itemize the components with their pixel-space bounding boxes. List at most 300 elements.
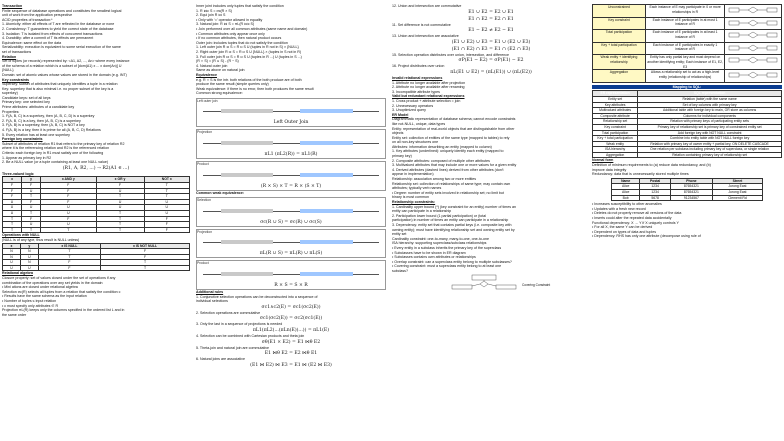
text-line: • Join performed over all common attributes (same name and domain) <box>196 26 308 31</box>
panel-caption: πL(R ∪ S) = πL(R) ∪ πL(S) <box>259 251 323 257</box>
table-cell: T <box>3 227 22 233</box>
table-cell: ISA hierarchy <box>593 147 638 153</box>
text-line: 1. Key attributes (underlined): uniquely identify each entity (mapped to <box>392 149 504 154</box>
text-line: participation) in number of times an entity can participate in a relationship <box>392 218 509 223</box>
table-cell: 91234567 <box>670 195 712 201</box>
constraint-description: Each instance of E participates in at most 1 instance of R <box>645 17 724 30</box>
relalg-heading: Relational algebra <box>2 271 33 276</box>
text-line: • Subclasses contains own attributes or relationships <box>392 255 476 260</box>
text-line: 1. Attribute no longer available after projection <box>392 80 466 85</box>
text-line: entity set <box>392 232 407 237</box>
text-line: Entity: representation of real-world objects that are distinguishable from other <box>392 126 515 131</box>
mapping-table <box>592 90 782 158</box>
constraint-diagram <box>725 30 782 43</box>
text-line: set of transactions <box>2 49 32 54</box>
rule-line: 4. Selection can be combined with Cartesian products and theta join <box>196 334 305 338</box>
table-cell: F <box>96 182 144 188</box>
valid-heading: Valid but redundant relational expressions <box>392 94 465 99</box>
rule-formula: (E1 ∩ E2) ∩ E3 = E1 ∩ (E2 ∩ E3) <box>451 46 531 52</box>
table-cell: U <box>22 205 41 211</box>
table-cell: N <box>3 249 21 255</box>
table-cell: Clementi Rd <box>712 195 762 201</box>
equivalence-panel <box>196 129 386 159</box>
redundancy-table <box>611 178 763 201</box>
table-row <box>593 124 782 130</box>
text-line: Relationship: association among two or more entities <box>392 177 477 182</box>
text-line: 4. Derived attributes (dashed lines) derived from other attributes (don't <box>392 167 504 172</box>
text-line: Selection σc(R) selects all tuples from a relation that satisfy the condition c <box>2 289 121 294</box>
text-line: 2. Consistency: T guarantees to yield the correct state of the database <box>2 26 114 31</box>
text-line: Projection πL(R) keeps only the columns specified in the ordered list L and in <box>2 308 125 313</box>
foreign-lines <box>2 142 190 165</box>
text-line: 1. Atomicity: either all effects of T are reflected in the database or none <box>2 22 115 27</box>
normal-form-lines <box>592 163 782 177</box>
rule-formula: πL1(πL2(...(πLn(E))...)) = πL1(E) <box>252 328 330 333</box>
text-line: 2. Unnecessary operators <box>392 103 434 108</box>
rule-formula: σc1(σc2(E)) = σc2(σc1(E)) <box>259 316 323 322</box>
text-line: 2. F(A, B, C) is a key, then (A, B, C) is a superkey <box>2 118 81 123</box>
table-cell: Jurong East <box>712 184 762 190</box>
text-line: • Deletes do not properly remove all versions of the data <box>592 211 682 216</box>
text-line: 4. Natural outer join <box>196 63 228 68</box>
text-line: like not-NULL, unique, data types <box>392 121 446 126</box>
text-line: ISA hierarchy: supporting superclass/subclass relationships <box>392 241 487 246</box>
table-cell: Key constraint <box>593 124 638 130</box>
text-line: 1. R ⋈c S = σc(R × S) <box>196 8 232 13</box>
text-line: • Degree: number of entity sets involved in relationship set; no limit but <box>392 190 504 195</box>
text-line: • Mini ations are closed under relational algebra <box>2 285 78 290</box>
table-cell: One relation per subclass including primary key of superclass, or single relation <box>638 147 782 153</box>
text-line: 1. Cross product + attribute selection = join <box>392 98 461 103</box>
text-line: • Common attributes only appear once only <box>196 31 265 36</box>
table-cell: U <box>20 265 38 271</box>
text-line: • Inserts could alter the repeated data accidentally <box>592 216 672 220</box>
rule-line: 11. Set difference is not commutative <box>392 22 451 27</box>
equivalence-panel <box>196 260 386 290</box>
null-table <box>2 243 190 272</box>
text-line: • Only with ‘=’ operator allowed in equality <box>196 17 263 22</box>
text-line: 4. F(A, B) is a key, then it is prime for all (A, B, C, D) Relations <box>2 128 101 133</box>
table-cell: U <box>144 199 189 205</box>
text-line: Definition of minimum requirements to (a) reduce data redundancy, and (b) <box>592 163 711 168</box>
table-header-cell: y <box>22 177 41 183</box>
table-cell: T <box>96 227 144 233</box>
rule-line: individual selections <box>196 299 228 304</box>
table-cell: F <box>3 182 22 188</box>
text-line: • Subclasses have to be shown in ER diagram <box>392 250 466 255</box>
table-cell: Additional table with foreign key to main, OR store as columns <box>638 108 782 114</box>
text-line: 1. Left outer join R ⟕ S = R ⋈ S U (tuples in R not in S) × {NULL} <box>196 45 299 50</box>
table-cell: Relation with primary key of owner entity + partial key, ON DELETE CASCADE <box>638 141 782 147</box>
text-line: 1. F(A, B, C) is a superkey, then (A, B, C, D) is a superkey <box>2 114 95 119</box>
table-cell: T <box>144 182 189 188</box>
text-line: Candidate keys: set of all keys <box>2 95 51 100</box>
table-header-cell: Phone <box>670 178 712 184</box>
panel-caption: Left Outer Join <box>273 120 309 126</box>
table-cell: Add foreign key with NOT NULL constraint <box>638 130 782 136</box>
rule-formula: E1 ⋈θ E2 = E2 ⋈θ E1 <box>264 351 318 357</box>
constraint-name: Weak entity + identifying relationship <box>593 55 646 70</box>
column-3 <box>392 4 590 439</box>
valid-lines <box>392 99 590 113</box>
table-cell: Combine into entity table with NOT NULL foreign key <box>638 136 782 142</box>
text-line: • Updates with a fresh new record <box>592 206 646 211</box>
table-cell: U <box>22 222 41 228</box>
text-line: Outer join: includes tuples that do not satisfy the condition <box>196 40 288 45</box>
table-cell: Weak entity <box>593 141 638 147</box>
text-line: subclass? <box>392 268 408 273</box>
panel-caption: R × S = S × R <box>274 283 308 289</box>
table-cell: F <box>41 188 96 194</box>
table-cell: Key attributes <box>593 102 638 108</box>
table-cell: T <box>101 265 190 271</box>
constraint-name: Unconstrained <box>593 5 646 18</box>
text-line: produce the same result (simple queries only) <box>196 82 269 87</box>
constraint-description: Entity has only partial key and must depend on another identifying entity; Each instance of E1, E2, E3 <box>647 55 723 69</box>
text-line: 3. Multivalued attributes that may include one or more values for a given entity <box>392 163 517 168</box>
equivalence-lines <box>196 78 386 96</box>
table-cell: U <box>96 205 144 211</box>
text-line: combination of the operations over any set yields in the domain <box>2 280 103 285</box>
text-line: 5. Every relation has at least one superkey <box>2 132 70 137</box>
text-line: appear in implementation) <box>392 172 434 177</box>
text-line: • Number of tuples ≤ input relation <box>2 299 57 304</box>
text-line: binary is most common <box>392 195 429 200</box>
text-line: 4. Durability: after a commit of T its effects are permanent <box>2 36 94 41</box>
text-line: superkey) <box>2 91 18 96</box>
table-cell: Relationship set <box>593 119 638 125</box>
text-line: 1. Cardinality upper bound (*) (key constraint for an entity) number of times an <box>392 204 517 209</box>
table-header-cell: Name <box>612 178 640 184</box>
text-line: Functional dependency: X → Y if X uniquely controls Y <box>592 220 679 225</box>
table-row <box>593 141 782 147</box>
text-line: • Increases susceptibility to other anomalies <box>592 202 662 207</box>
table-cell: Entity set <box>593 96 638 102</box>
table-cell: U <box>41 210 96 216</box>
table-cell: F <box>101 249 190 255</box>
table-cell: T <box>3 222 22 228</box>
table-cell: F <box>3 188 22 194</box>
threevalued-table <box>2 176 190 233</box>
text-line: • Results have the same schema as the input relation <box>2 294 87 299</box>
text-line: Cardinality constraint: one-to-many, many-to-one, one-to-one <box>392 236 490 241</box>
constraint-diagram <box>725 70 782 83</box>
table-cell: T <box>96 222 144 228</box>
table-cell: 87654321 <box>670 190 712 196</box>
table-header-cell: x AND y <box>41 177 96 183</box>
table-cell: Composite attribute <box>593 113 638 119</box>
table-cell: Relation (table) with the same name <box>638 96 782 102</box>
threevalued-heading: Three-valued logic <box>2 171 34 176</box>
table-cell: U <box>96 188 144 194</box>
keys-lines <box>2 82 190 137</box>
text-line: Entity set: collection of entities of the same type (mapped to tables) to rely <box>392 135 510 140</box>
text-line: • c must specify only attributes ∈ R <box>2 303 59 308</box>
equivalence-panel <box>196 98 386 128</box>
text-line: improve data integrity <box>592 167 627 172</box>
text-line: Primary key: one selected key <box>2 100 50 105</box>
column-1 <box>2 4 190 439</box>
table-cell: F <box>144 216 189 222</box>
table-cell: T <box>3 216 22 222</box>
table-cell: T <box>144 188 189 194</box>
panel-caption: σc(R ∪ S) = σc(R) ∪ σc(S) <box>260 219 322 225</box>
table-cell: N <box>20 249 38 255</box>
rule-line: 6. Natural joins are associative <box>196 357 245 362</box>
table-header-cell: SQL representation <box>638 91 782 97</box>
inner-join-lines <box>196 4 386 73</box>
table-cell: 5678 <box>640 195 671 201</box>
text-line: Inner joint includes only tuples that satisfy the condition <box>196 4 284 8</box>
text-line: Finite sequence of database operations and constitutes the smallest logical <box>2 8 122 13</box>
equivalence-panel <box>196 161 386 191</box>
text-line: Equivalence: same effect on the data <box>2 40 62 45</box>
text-line: Serializability: execution is equivalent to some serial execution of the same <box>2 45 121 50</box>
panel-plot <box>203 235 379 249</box>
text-line: attributes; typically verb names <box>392 186 442 191</box>
table-cell: F <box>38 265 100 271</box>
table-cell: Alice <box>612 184 640 190</box>
table-cell: F <box>144 227 189 233</box>
table-cell: F <box>3 194 22 200</box>
rule-formula: πL(E1 ∪ E2) = (πL(E1)) ∪ (πL(E2)) <box>450 69 532 75</box>
table-cell: N <box>20 260 38 266</box>
text-line: 2. Right outer join R ⟖ S = R ⋈ S U {NULL} × (tuples in S not in R) <box>196 49 302 54</box>
text-line: (R ∩ S) = (R ∪ S) - (R − S) <box>196 59 239 64</box>
keys-heading: Key constraints <box>2 77 29 82</box>
table-cell: U <box>41 222 96 228</box>
text-line: 3. Dependency: entity set that contains partial keys (i.e. composite key with <box>392 222 512 227</box>
table-cell: U <box>20 254 38 260</box>
constraint-diagram <box>725 17 782 30</box>
table-row <box>612 195 763 201</box>
text-line: e.g. R ∩ S is the intr. both relations of the both produce are of both <box>196 77 302 82</box>
table-cell: Primary key of relationship set is primary key of constrained entity set <box>638 124 782 130</box>
covering-constraint-label: Covering Constraint <box>522 282 551 287</box>
table-cell: F <box>22 182 41 188</box>
equivalence-panel <box>196 197 386 227</box>
text-line: Redundancy: data that is unnecessarily stored multiple times <box>592 172 689 177</box>
table-row <box>593 108 782 114</box>
table-cell: U <box>3 260 21 266</box>
rule-formula: E1 ∪ E2 = E2 ∪ E1 <box>468 9 514 15</box>
table-cell: Total participation <box>593 130 638 136</box>
table-cell: F <box>101 254 190 260</box>
column-2 <box>196 4 386 439</box>
table-cell: F <box>22 199 41 205</box>
text-line: Subset of attributes of relation R1 that refers to the primary key of relation R2 <box>2 141 125 146</box>
text-line: of the schema of a relation which is a subset of [dom(A1) x ... x dom(An)] U <box>2 63 122 68</box>
table-header-cell: y <box>20 243 38 249</box>
text-line: 3. Natural join: R ⋈ S = πL(R ⋈c S) <box>196 22 255 27</box>
table-row <box>593 42 782 55</box>
table-cell: 1234 <box>640 190 671 196</box>
constraint-diagram <box>725 55 782 70</box>
rule-formula: (E1 ∪ E2) ∪ E3 = E1 ∪ (E2 ∪ E3) <box>451 39 531 45</box>
rule-formula: (E1 ⋈ E2) ⋈ E3 = E1 ⋈ (E2 ⋈ E3) <box>250 362 332 368</box>
text-line: objects <box>392 131 404 136</box>
constraint-description: Each instance of E participates in exactly 1 instance of R <box>645 42 724 55</box>
isa-diagram <box>392 274 590 290</box>
text-line: 2. Equi join R ⋈ S <box>196 13 226 18</box>
text-line: 3. F(A, B) is a superkey, then (A, B, C) is NOT a key <box>2 123 85 128</box>
er-constraint-table <box>592 4 782 83</box>
text-line: Key: superkey that is also minimal i.e. no proper subset of the key is a <box>2 86 114 91</box>
rule-formula: E1 − E2 ≠ E2 − E1 <box>468 28 514 34</box>
relation-lines <box>2 59 190 77</box>
normal-form-heading: Normal form <box>592 158 614 163</box>
table-header-cell: x OR y <box>96 177 144 183</box>
rule-line: 12. Union and intersection are commutative <box>392 4 462 8</box>
table-cell: Jurong East <box>712 190 762 196</box>
constraint-name: Aggregation <box>593 70 646 83</box>
table-cell: T <box>96 210 144 216</box>
panel-plot <box>203 267 379 281</box>
weak-equivalence-heading: Common weak equivalence: <box>196 190 245 195</box>
table-row <box>593 30 782 43</box>
text-line: • Every entity in a subclass inherits the primary key of the superclass <box>392 245 502 250</box>
table-cell: U <box>3 265 21 271</box>
text-line: 2. Be a NULL value (or a tuple containing at least one NULL value) <box>2 160 109 165</box>
table-row <box>593 55 782 70</box>
table-row <box>3 265 190 271</box>
rule-line: 15. Selection operation distributes over union, intersection, and difference <box>392 52 510 57</box>
relalg-lines <box>2 276 190 317</box>
text-line: Set of tuples (or records) represented by: <A1, A2, ..., An> where every instance <box>2 59 130 64</box>
table-cell: N <box>3 254 21 260</box>
rule-formula: σc1∧c2(E) = σc1(σc2(E)) <box>261 304 321 310</box>
constraint-name: Key constraint <box>593 17 646 30</box>
invalid-heading: Invalid relational expressions <box>392 75 443 80</box>
text-line: unit of work from the application perspective <box>2 13 73 18</box>
text-line: owning entity); must have identifying relationship set and owning entity set by <box>392 227 515 232</box>
table-cell: F <box>41 182 96 188</box>
table-cell: U <box>144 205 189 211</box>
table-cell: U <box>22 188 41 194</box>
text-line: • Covering constraint: must a superclass entity belong to at least one <box>392 264 502 269</box>
relation-heading: Relation <box>2 54 17 59</box>
table-cell: Relation containing primary key of relationship set <box>638 152 782 158</box>
text-line: Common strong equivalence: <box>196 91 243 96</box>
table-row <box>593 152 782 158</box>
rule-line: 1. Conjunctive selection operations can be deconstructed into a sequence of <box>196 294 318 299</box>
text-line: Weak equivalence: if there is no error, then both produces the same result <box>196 86 314 91</box>
table-header-cell: Street <box>712 178 762 184</box>
table-header-cell: Postal <box>640 178 671 184</box>
table-cell: Relation with primary keys of participating entity sets <box>638 119 782 125</box>
rule-line: 16. Project distributes over union <box>392 64 445 69</box>
invalid-lines <box>392 81 590 95</box>
panel-name: Product <box>197 261 209 266</box>
table-cell: Key + total participation <box>593 136 638 142</box>
text-line: • Dependency: RHS has only one attribute (decompose using rule of <box>592 234 701 239</box>
panel-name: Projection <box>197 130 213 135</box>
constraint-description: Each instance of E participates in at least 1 instance of R <box>645 30 724 43</box>
text-line: 2. Participation lower bound (1 partial participation) or (total <box>392 213 487 218</box>
text-line: the same order <box>2 312 27 317</box>
rule-line: 5. Theta-join and natural join are commutative <box>196 345 270 350</box>
table-header-cell: NOT x <box>144 177 189 183</box>
table-cell: T <box>96 194 144 200</box>
table-cell: Alice <box>612 190 640 196</box>
transaction-heading: Transaction <box>2 4 23 8</box>
panel-plot <box>203 136 379 150</box>
text-line: Relationship set: collection of relationships of same type; may contain own <box>392 181 511 186</box>
null-heading: Operations with NULL <box>2 233 40 238</box>
er-lines <box>392 117 590 200</box>
table-cell: T <box>38 254 100 260</box>
text-line: 3. Incompatible attribute types <box>392 89 440 94</box>
rule-formula: σθ(E1 × E2) = E1 ⋈θ E2 <box>261 339 321 345</box>
mapping-heading: Mapping to SQL: <box>592 85 782 90</box>
table-cell: Multivalued attributes <box>593 108 638 114</box>
panel-plot <box>203 204 379 218</box>
constraint-diagram <box>725 42 782 55</box>
rule-line: 2. Selection operations are commutative <box>196 310 261 315</box>
text-line: Attributes: information describing an entity (mapped to column) <box>392 144 492 149</box>
er-heading: ER Model <box>392 112 409 117</box>
table-cell: U <box>3 210 22 216</box>
foreign-heading: Foreign key constraints <box>2 137 43 142</box>
table-cell: Bob <box>612 195 640 201</box>
table-cell: T <box>22 210 41 216</box>
additional-rules <box>196 295 386 369</box>
text-line: Criteria: each foreign key in R1 must satisfy one of the following <box>2 151 104 155</box>
table-cell: T <box>144 194 189 200</box>
text-line: ACID properties of transaction:* <box>2 17 53 22</box>
weak-equivalence-panels <box>196 197 386 290</box>
text-line: 3. Full outer join R ⟗ S = R ⋈ S U (tuples in R ...) U (tuples in S ...) <box>196 54 302 59</box>
table-cell: 1234 <box>640 184 671 190</box>
text-line: Diagrammatic representation of database schema; cannot encode constraints <box>392 117 516 122</box>
text-line: {NULL} <box>2 68 14 73</box>
rule-formula: E1 ∩ E2 = E2 ∩ E1 <box>468 16 514 22</box>
set-operation-rules <box>392 4 590 76</box>
table-cell: Aggregation <box>593 152 638 158</box>
constraint-description: Each instance of E may participate in 0 or more relationships in R <box>645 5 724 18</box>
table-cell: U <box>3 205 22 211</box>
table-cell: U <box>96 199 144 205</box>
table-row <box>593 17 782 30</box>
table-header-cell: ER representation <box>593 91 638 97</box>
table-cell: U <box>3 199 22 205</box>
text-line: 3. Isolation: T is isolated from effects of concurrent transactions <box>2 31 103 36</box>
text-line: Closure property: set of values closed under the set of operations if any <box>2 276 116 281</box>
panel-name: Projection <box>197 229 213 234</box>
constraint-description: Allows a relationship set to act as a high-level entity (relationship of relationships) <box>645 70 724 83</box>
panel-name: Selection <box>197 198 211 203</box>
text-line: on all non-key structures one <box>392 140 439 145</box>
table-header-cell: x IS NULL <box>38 243 100 249</box>
text-line: Prime attributes: attributes of a candidate key <box>2 105 75 110</box>
constraints-heading: Relationship constraints: <box>392 200 436 204</box>
table-cell: T <box>41 227 96 233</box>
constraint-name: Key + total participation <box>593 42 646 55</box>
text-line: Same as above on natural join <box>196 68 245 73</box>
table-cell: F <box>41 199 96 205</box>
equivalence-panel <box>196 229 386 259</box>
panel-name: Product <box>197 162 209 167</box>
table-cell: T <box>38 249 100 255</box>
table-cell: U <box>144 210 189 216</box>
table-cell: F <box>41 216 96 222</box>
table-row <box>593 70 782 83</box>
text-line: primary key) <box>392 154 412 159</box>
rule-line: 13. Union and intersection are associative <box>392 34 459 39</box>
table-cell: F <box>41 194 96 200</box>
null-subtitle: (NULL is of any type, thus result is NULL unless) <box>2 237 80 242</box>
text-line: 3. Unoptimized query <box>392 108 426 113</box>
